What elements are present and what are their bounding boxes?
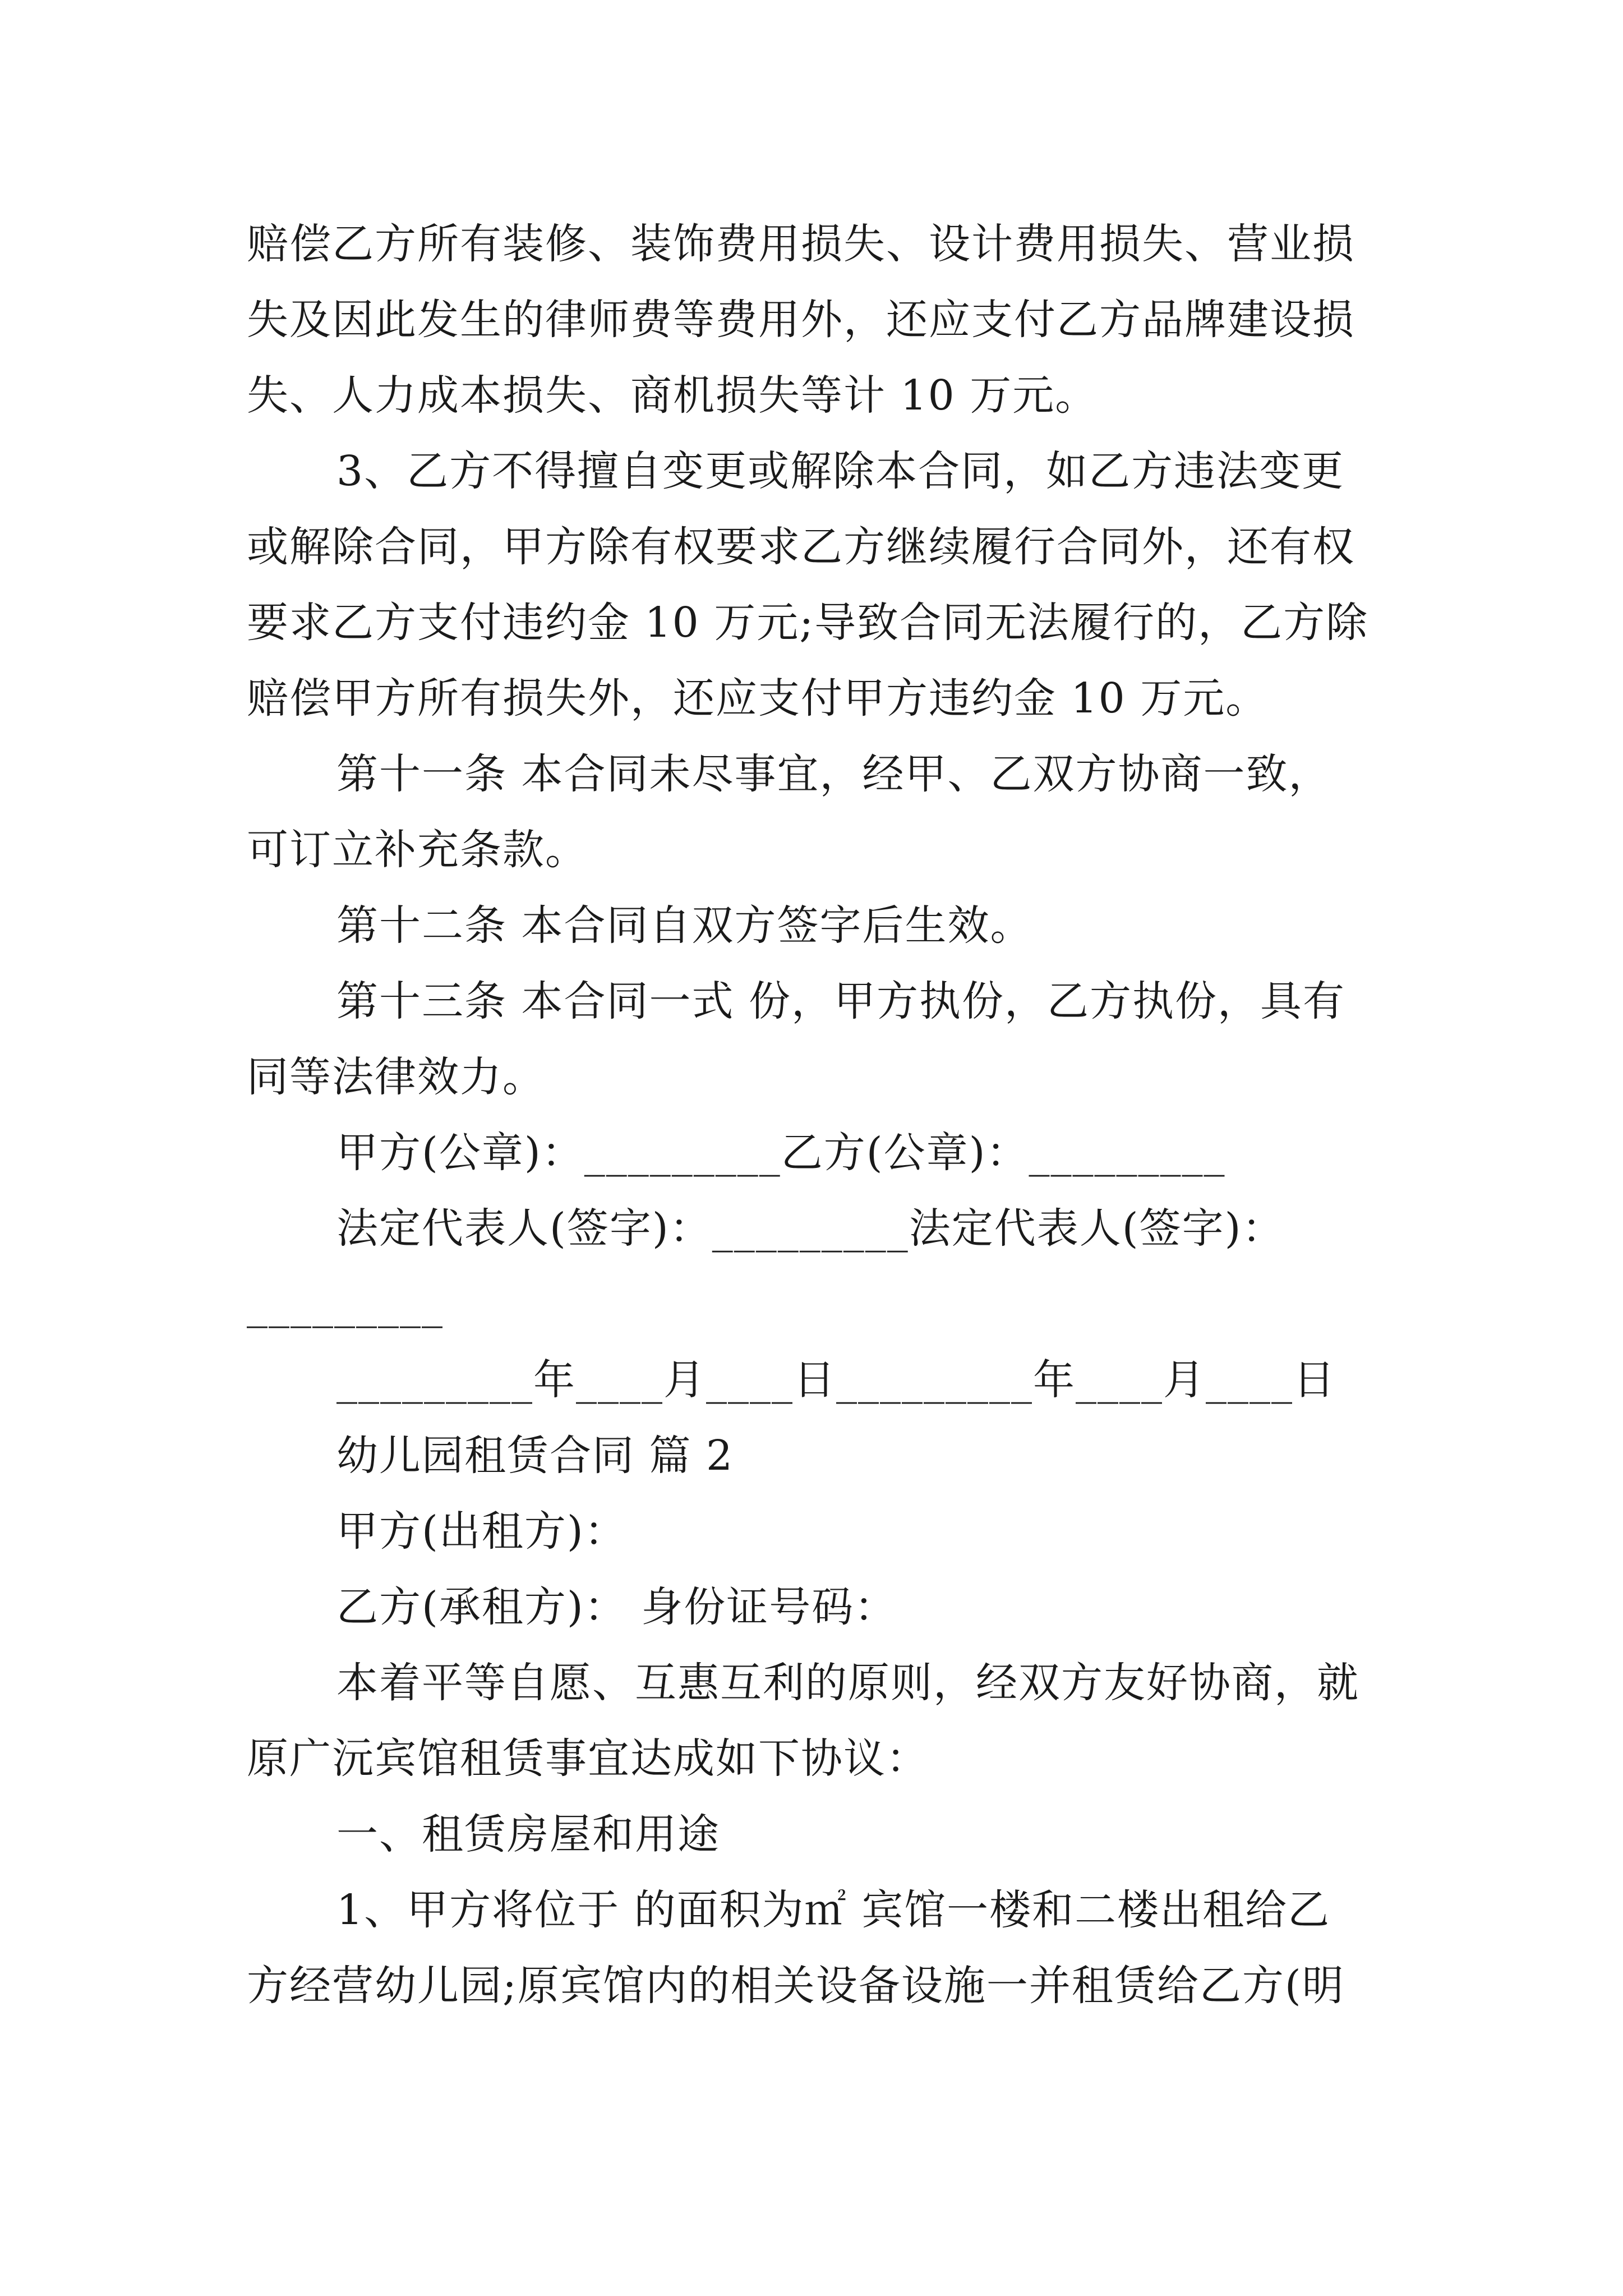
text-line: 失、人力成本损失、商机损失等计 10 万元。 xyxy=(247,371,1098,420)
text-line: 第十一条 本合同未尽事宜，经甲、乙双方协商一致， xyxy=(336,750,1331,798)
text-line: 第十二条 本合同自双方签字后生效。 xyxy=(336,901,1033,950)
text-line: 方经营幼儿园;原宾馆内的相关设备设施一并租赁给乙方(明 xyxy=(247,1962,1345,2010)
text-line: 本着平等自愿、互惠互利的原则，经双方友好协商，就 xyxy=(336,1659,1359,1707)
text-line: 可订立补充条款。 xyxy=(247,826,588,874)
date-line: _________年____月____日_________年____月____日 xyxy=(336,1356,1336,1404)
signature-line-representative: 法定代表人(签字)：_________法定代表人(签字)： xyxy=(336,1204,1285,1253)
text-line: 第十三条 本合同一式 份，甲方执份，乙方执份，具有 xyxy=(336,977,1346,1025)
text-line: 要求乙方支付违约金 10 万元;导致合同无法履行的，乙方除 xyxy=(247,599,1369,647)
section-heading: 幼儿园租赁合同 篇 2 xyxy=(336,1432,734,1480)
text-line: 原广沅宾馆租赁事宜达成如下协议： xyxy=(247,1734,929,1783)
text-line: 赔偿甲方所有损失外，还应支付甲方违约金 10 万元。 xyxy=(247,674,1269,723)
text-line: 同等法律效力。 xyxy=(247,1053,545,1101)
text-line: 3、乙方不得擅自变更或解除本合同，如乙方违法变更 xyxy=(336,447,1345,495)
signature-line-seal: 甲方(公章)：_________乙方(公章)：_________ xyxy=(336,1129,1226,1177)
text-line: 或解除合同，甲方除有权要求乙方继续履行合同外，还有权 xyxy=(247,523,1355,571)
text-line: 失及因此发生的律师费等费用外，还应支付乙方品牌建设损 xyxy=(247,296,1355,344)
text-line: 甲方(出租方)： xyxy=(336,1507,627,1556)
text-line: 1、甲方将位于 的面积为㎡ 宾馆一楼和二楼出租给乙 xyxy=(336,1886,1331,1934)
clause-heading: 一、租赁房屋和用途 xyxy=(336,1810,720,1858)
text-line: 乙方(承租方)： 身份证号码： xyxy=(336,1583,897,1631)
signature-blank: _________ xyxy=(247,1280,444,1328)
text-line: 赔偿乙方所有装修、装饰费用损失、设计费用损失、营业损 xyxy=(247,220,1355,268)
